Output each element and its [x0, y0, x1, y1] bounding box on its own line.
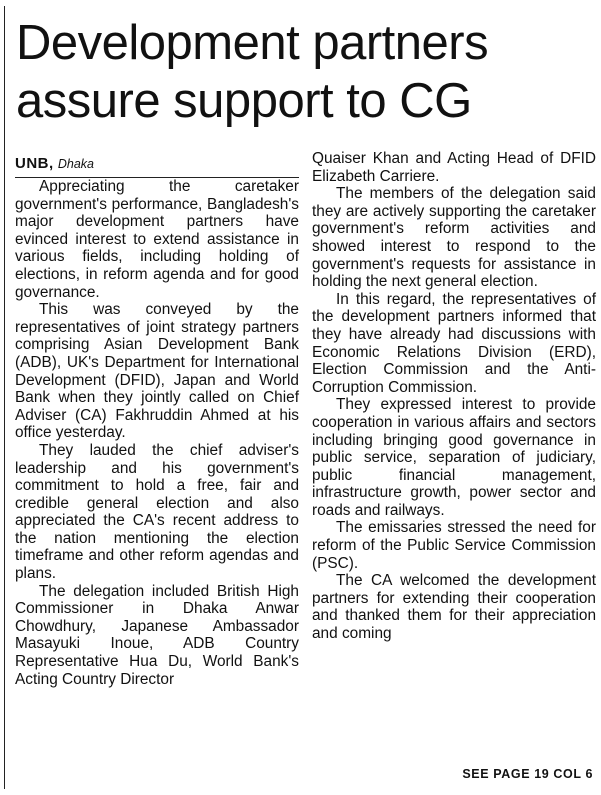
- article-paragraph: The delegation included British High Commissioner in Dhaka Anwar Chowdhury, Japanese Ambassador Masayuki Inoue, ADB Country Representative Hua Du, World Bank's Acting Country Director: [15, 582, 299, 688]
- headline: Development partners assure support to CG: [16, 16, 489, 128]
- article-paragraph: They expressed interest to provide cooperation in various affairs and sectors including bringing good governance in public service, separation of judiciary, public financial management, infrastructure growth, power sector and roads and railways.: [312, 396, 596, 519]
- article-paragraph: Appreciating the caretaker government's performance, Bangladesh's major development partners have evinced interest to extend assistance in various fields, including holding of elections, in reform agenda and for good governance.: [15, 178, 299, 301]
- article-paragraph-continued: Quaiser Khan and Acting Head of DFID Elizabeth Carriere.: [312, 150, 596, 185]
- left-column-rule: [4, 6, 5, 789]
- byline: [15, 150, 299, 178]
- article-paragraph: This was conveyed by the representatives of joint strategy partners comprising Asian Development Bank (ADB), UK's Department for International Development (DFID), Japan and World Bank when they jointly called on Chief Adviser (CA) Fakhruddin Ahmed at his office yesterday.: [15, 301, 299, 442]
- article-paragraph: The members of the delegation said they are actively supporting the caretaker government's reform activities and showed interest to respond to the government's requests for assistance in holding the next general election.: [312, 185, 596, 291]
- byline-agency: UNB,: [15, 155, 54, 172]
- article-paragraph: In this regard, the representatives of the development partners informed that they have already had discussions with Economic Relations Division (ERD), Election Commission and the Anti-Corruption Commission.: [312, 290, 596, 396]
- article-column-left: [15, 150, 299, 688]
- article-paragraph: The emissaries stressed the need for reform of the Public Service Commission (PSC).: [312, 519, 596, 572]
- continuation-jump-line: SEE PAGE 19 COL 6: [462, 767, 593, 781]
- article-paragraph: The CA welcomed the development partners for extending their cooperation and thanked them for their appreciation and coming: [312, 572, 596, 643]
- article-column-right: [312, 150, 596, 643]
- byline-city: Dhaka: [57, 157, 94, 171]
- article-paragraph: They lauded the chief adviser's leadership and his government's commitment to hold a free, fair and credible general election and also appreciated the CA's recent address to the nation mentioning the election timeframe and other reform agendas and plans.: [15, 441, 299, 583]
